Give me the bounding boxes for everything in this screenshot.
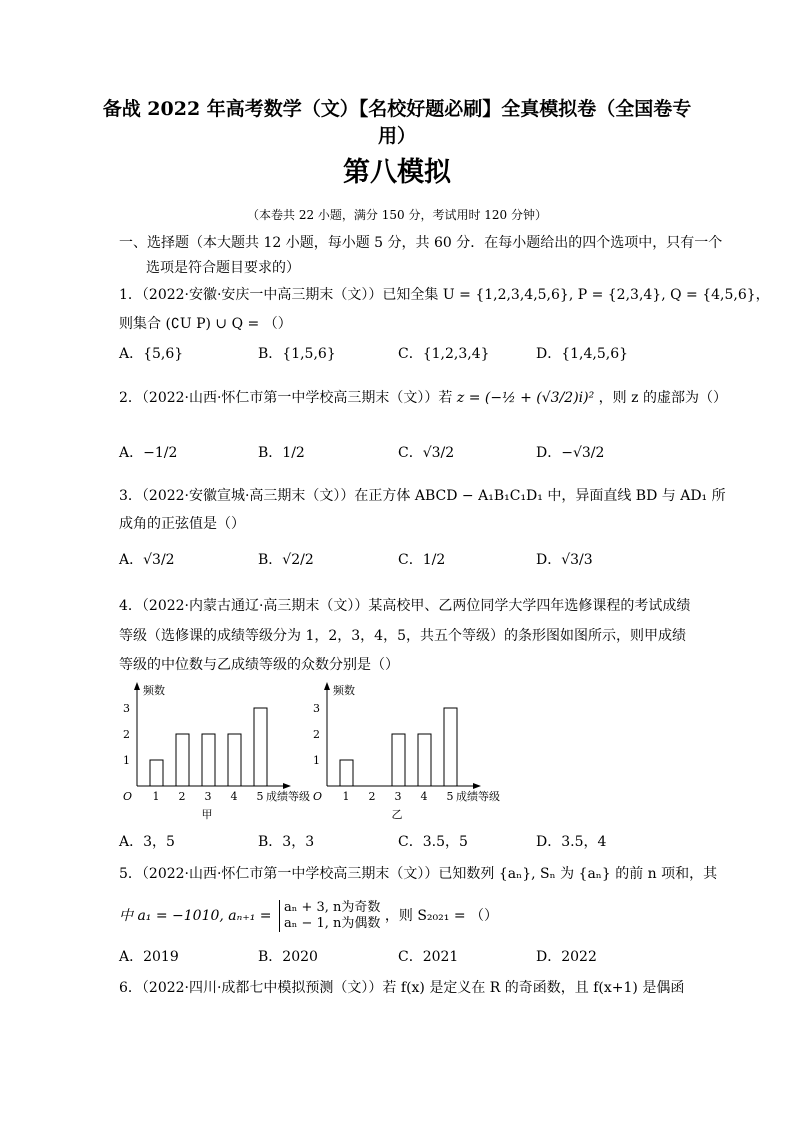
bar-5 xyxy=(444,708,457,786)
q5-option-a: A．2019 xyxy=(119,949,179,965)
q2-option-d: D．−√3/2 xyxy=(536,445,605,461)
q3-option-b: B．√2/2 xyxy=(258,552,314,568)
y-axis-arrow xyxy=(324,682,330,690)
q5-stem-post: ，则 S₂₀₂₁ = （） xyxy=(384,908,498,924)
q4-option-a: A．3，5 xyxy=(119,834,175,850)
q5-stem-cont xyxy=(119,900,498,932)
y-axis-arrow xyxy=(134,682,140,690)
q4-option-c: C．3.5，5 xyxy=(398,834,468,850)
x-tick-label: 3 xyxy=(204,790,212,803)
x-tick-label: 3 xyxy=(394,790,402,803)
x-axis-label: 成绩等级 xyxy=(266,790,310,803)
q1-option-a: A．{5,6} xyxy=(119,346,184,362)
bar-3 xyxy=(202,734,215,786)
x-axis-arrow xyxy=(473,783,481,789)
q2-stem-pre: 2．（2022·山西·怀仁市第一中学校高三期末（文））若 xyxy=(119,390,453,406)
x-tick-label: 1 xyxy=(342,790,350,803)
q1-option-c: C．{1,2,3,4} xyxy=(398,346,490,362)
page-subtitle: 第八模拟 xyxy=(343,157,451,188)
section-heading: 一、选择题（本大题共 12 小题，每小题 5 分，共 60 分．在每小题给出的四个选项中，只有一个 xyxy=(119,235,723,251)
chart-title: 甲 xyxy=(201,808,213,821)
q6-stem: 6．（2022·四川·成都七中模拟预测（文））若 f(x) 是定义在 R 的奇函数，且 f(x+1) 是偶函 xyxy=(119,980,685,996)
q4-stem: 4．（2022·内蒙古通辽·高三期末（文））某高校甲、乙两位同学大学四年选修课程的考试成绩 xyxy=(119,598,691,614)
bar-5 xyxy=(254,708,267,786)
y-tick-label: 2 xyxy=(123,728,130,741)
q3-option-a: A．√3/2 xyxy=(119,552,175,568)
chart-jia xyxy=(115,678,310,832)
chart-yi xyxy=(305,678,505,832)
x-tick-label: 1 xyxy=(152,790,160,803)
bar-3 xyxy=(392,734,405,786)
y-axis-label: 频数 xyxy=(143,684,165,697)
q3-option-c: C．1/2 xyxy=(398,552,446,568)
bar-2 xyxy=(176,734,189,786)
q1-stem-cont: 则集合 (∁U P) ∪ Q = （） xyxy=(119,316,292,332)
q4-stem-cont: 等级（选修课的成绩等级分为 1，2，3，4，5，共五个等级）的条形图如图所示，则甲成绩 xyxy=(119,628,686,644)
origin-label: O xyxy=(123,790,133,803)
x-tick-label: 5 xyxy=(446,790,454,803)
x-axis-arrow xyxy=(283,783,291,789)
bar-1 xyxy=(340,760,353,786)
q1-option-d: D．{1,4,5,6} xyxy=(536,346,629,362)
q1-option-b: B．{1,5,6} xyxy=(258,346,336,362)
q1-stem: 1．（2022·安徽·安庆一中高三期末（文））已知全集 U = {1,2,3,4,5,6}, P = {2,3,4}, Q = {4,5,6}， xyxy=(119,287,770,303)
q2-option-a: A．−1/2 xyxy=(119,445,178,461)
q5-option-c: C．2021 xyxy=(398,949,459,965)
chart-jia-svg xyxy=(115,678,310,828)
bar-4 xyxy=(228,734,241,786)
section-heading-cont: 选项是符合题目要求的） xyxy=(146,260,300,276)
q5-option-d: D．2022 xyxy=(536,949,597,965)
y-tick-label: 3 xyxy=(313,702,320,715)
x-axis-label: 成绩等级 xyxy=(456,790,500,803)
exam-note: （本卷共 22 小题，满分 150 分，考试用时 120 分钟） xyxy=(247,208,547,222)
y-tick-label: 2 xyxy=(313,728,320,741)
y-tick-label: 1 xyxy=(313,754,320,767)
x-tick-label: 5 xyxy=(256,790,264,803)
chart-yi-svg xyxy=(305,678,505,828)
q5-option-b: B．2020 xyxy=(258,949,318,965)
q2-stem-post: ，则 z 的虚部为（） xyxy=(598,390,727,406)
q4-option-d: D．3.5，4 xyxy=(536,834,607,850)
x-tick-label: 4 xyxy=(230,790,238,803)
q5-case-even: aₙ − 1, n为偶数 xyxy=(283,916,381,931)
q5-stem: 5．（2022·山西·怀仁市第一中学校高三期末（文））已知数列 {aₙ}, Sₙ 为 {aₙ} 的前 n 项和，其 xyxy=(119,866,718,882)
q3-option-d: D．√3/3 xyxy=(536,552,593,568)
x-tick-label: 2 xyxy=(368,790,376,803)
origin-label: O xyxy=(313,790,323,803)
q4-option-b: B．3，3 xyxy=(258,834,315,850)
bar-1 xyxy=(150,760,163,786)
q5-stem-pre: 中 a₁ = −1010, aₙ₊₁ = xyxy=(119,908,272,924)
q3-stem: 3．（2022·安徽宣城·高三期末（文））在正方体 ABCD − A₁B₁C₁D₁ 中，异面直线 BD 与 AD₁ 所 xyxy=(119,488,726,504)
q5-case-odd: aₙ + 3, n为奇数 xyxy=(283,900,381,915)
y-tick-label: 3 xyxy=(123,702,130,715)
y-tick-label: 1 xyxy=(123,754,130,767)
bar-4 xyxy=(418,734,431,786)
q5-piecewise xyxy=(279,900,380,932)
q3-stem-cont: 成角的正弦值是（） xyxy=(119,516,245,532)
q2-option-b: B．1/2 xyxy=(258,445,305,461)
q2-expression: z = (−½ + (√3/2)i)² xyxy=(456,390,595,406)
q2-stem xyxy=(119,388,727,408)
x-tick-label: 2 xyxy=(178,790,186,803)
x-tick-label: 4 xyxy=(420,790,428,803)
page-title: 备战 2022 年高考数学（文）【名校好题必刷】全真模拟卷（全国卷专用） xyxy=(102,98,692,147)
q4-stem-cont2: 等级的中位数与乙成绩等级的众数分别是（） xyxy=(119,657,399,673)
y-axis-label: 频数 xyxy=(333,684,355,697)
chart-title: 乙 xyxy=(391,808,403,821)
q2-option-c: C．√3/2 xyxy=(398,445,455,461)
